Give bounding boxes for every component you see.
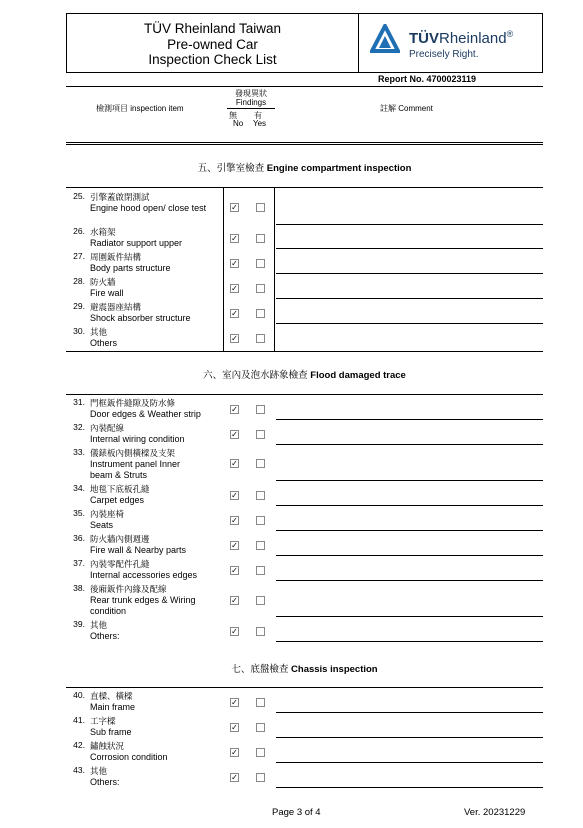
- section-rule: [66, 187, 543, 188]
- checkbox-no[interactable]: ✓: [231, 234, 238, 243]
- item-label-en: Rear trunk edges & Wiring condition: [90, 595, 196, 616]
- company-logo: [359, 14, 542, 72]
- item-label-zh: 其他: [90, 620, 108, 630]
- item-label-en: Fire wall & Nearby parts: [90, 545, 187, 555]
- comment-line: [276, 419, 543, 420]
- checkbox-no[interactable]: ✓: [231, 596, 238, 605]
- item-number: 33.: [73, 447, 85, 457]
- checkbox-no[interactable]: ✓: [231, 334, 238, 343]
- item-label-zh: 防火牆: [90, 277, 116, 287]
- item-label-en: Body parts structure: [90, 263, 171, 273]
- section-title-en: Engine compartment inspection: [266, 163, 412, 174]
- item-number: 35.: [73, 508, 85, 518]
- item-label-zh: 內裝配線: [90, 423, 125, 433]
- item-label-en: Others:: [90, 631, 120, 641]
- checkbox-no[interactable]: ✓: [231, 723, 238, 732]
- logo-brand: [409, 29, 513, 47]
- document-title: [67, 14, 359, 72]
- column-yes-zh: 有: [254, 111, 262, 120]
- checkbox-yes[interactable]: [256, 309, 265, 318]
- checkbox-no[interactable]: ✓: [231, 748, 238, 757]
- comment-line: [276, 505, 543, 506]
- checkbox-yes[interactable]: [256, 773, 265, 782]
- checkbox-no[interactable]: ✓: [231, 309, 238, 318]
- checkbox-no[interactable]: ✓: [231, 405, 238, 414]
- section-title-zh: 七、底盤檢查: [231, 664, 289, 675]
- checkbox-no[interactable]: ✓: [231, 516, 238, 525]
- checkbox-yes[interactable]: [256, 491, 265, 500]
- section-engine-title: [66, 160, 543, 174]
- checkbox-yes[interactable]: [256, 541, 265, 550]
- report-number: Report No. 4700023119: [378, 74, 477, 84]
- item-label-zh: 其他: [90, 766, 108, 776]
- checkbox-no[interactable]: ✓: [231, 284, 238, 293]
- column-no-zh: 無: [229, 111, 237, 120]
- section-title-zh: 六、室內及泡水跡象檢查: [203, 370, 308, 381]
- column-item: 檢測項目 inspection item: [96, 104, 184, 113]
- comment-line: [276, 712, 543, 713]
- checkbox-no[interactable]: ✓: [231, 698, 238, 707]
- item-label-en: Sub frame: [90, 727, 132, 737]
- item-label-en: Main frame: [90, 702, 136, 712]
- column-findings: [227, 89, 275, 109]
- item-number: 36.: [73, 533, 85, 543]
- tuv-triangle-icon: [370, 24, 400, 54]
- comment-line: [276, 530, 543, 531]
- checkbox-no[interactable]: ✓: [231, 566, 238, 575]
- title-line-3: Inspection Check List: [148, 52, 277, 67]
- item-label-en: Engine hood open/ close test: [90, 203, 207, 213]
- item-number: 25.: [73, 191, 85, 201]
- checkbox-yes[interactable]: [256, 234, 265, 243]
- section-title-zh: 五、引擎室檢查: [197, 163, 265, 174]
- checkbox-no[interactable]: ✓: [231, 491, 238, 500]
- item-label-zh: 門框鈑件縫隙及防水條: [90, 398, 176, 408]
- item-number: 41.: [73, 715, 85, 725]
- item-number: 40.: [73, 690, 85, 700]
- item-number: 37.: [73, 558, 85, 568]
- item-label-en: Corrosion condition: [90, 752, 168, 762]
- comment-line: [276, 224, 543, 225]
- title-line-2: Pre-owned Car: [167, 36, 258, 52]
- item-number: 38.: [73, 583, 85, 593]
- header-box: [66, 13, 543, 73]
- comment-line: [276, 323, 543, 324]
- checkbox-yes[interactable]: [256, 430, 265, 439]
- comment-line: [276, 273, 543, 274]
- item-number: 32.: [73, 422, 85, 432]
- header-bottom-rule: [66, 142, 543, 143]
- item-label-en: Others:: [90, 777, 120, 787]
- page-number: Page 3 of 4: [272, 807, 321, 818]
- checkbox-yes[interactable]: [256, 748, 265, 757]
- comment-line: [276, 480, 543, 481]
- item-label-en: Shock absorber structure: [90, 313, 191, 323]
- item-number: 28.: [73, 276, 85, 286]
- checkbox-no[interactable]: ✓: [231, 203, 238, 212]
- section-flood-title: [66, 367, 543, 381]
- findings-divider: [223, 188, 224, 351]
- item-label-en: Internal accessories edges: [90, 570, 198, 580]
- item-label-zh: 避震器座結構: [90, 302, 142, 312]
- column-no-en: No: [233, 119, 244, 128]
- comment-line: [276, 555, 543, 556]
- item-label-zh: 直樑、橫樑: [90, 691, 133, 701]
- item-label-zh: 其他: [90, 327, 108, 337]
- section-rule: [66, 687, 543, 688]
- comment-line: [276, 762, 543, 763]
- comment-line: [276, 248, 543, 249]
- brand-bold: TÜV: [409, 30, 439, 47]
- comment-line: [276, 737, 543, 738]
- checkbox-yes[interactable]: [256, 259, 265, 268]
- column-yes-en: Yes: [253, 119, 267, 128]
- checkbox-no[interactable]: ✓: [231, 541, 238, 550]
- item-label-zh: 鏽蝕狀況: [90, 741, 125, 751]
- column-comment: 註解 Comment: [380, 104, 433, 113]
- title-line-1: TÜV Rheinland Taiwan: [143, 21, 282, 36]
- checkbox-yes[interactable]: [256, 723, 265, 732]
- item-number: 42.: [73, 740, 85, 750]
- checkbox-yes[interactable]: [256, 459, 265, 468]
- item-label-en: Internal wiring condition: [90, 434, 185, 444]
- findings-zh: 發現異狀: [235, 89, 267, 98]
- checkbox-yes[interactable]: [256, 405, 265, 414]
- item-label-zh: 工字樑: [90, 716, 116, 726]
- comment-line: [276, 580, 543, 581]
- item-label-en: Door edges & Weather strip: [90, 409, 201, 419]
- item-label-zh: 水箱架: [90, 227, 116, 237]
- findings-divider: [274, 188, 275, 351]
- comment-line: [276, 787, 543, 788]
- checkbox-yes[interactable]: [256, 627, 265, 636]
- section-rule: [66, 394, 543, 395]
- comment-line: [276, 298, 543, 299]
- checkbox-yes[interactable]: [256, 566, 265, 575]
- checkbox-no[interactable]: ✓: [231, 259, 238, 268]
- checkbox-yes[interactable]: [256, 284, 265, 293]
- version-label: Ver. 20231229: [464, 807, 526, 818]
- item-label-en: Radiator support upper: [90, 238, 183, 248]
- comment-line: [276, 616, 543, 617]
- item-label-zh: 內裝零配件孔縫: [90, 559, 150, 569]
- header-bottom-rule-2: [66, 144, 543, 145]
- item-number: 27.: [73, 251, 85, 261]
- logo-slogan: Precisely Right.: [409, 49, 479, 60]
- item-number: 34.: [73, 483, 85, 493]
- section-title-en: Chassis inspection: [291, 664, 378, 675]
- item-label-en: Seats: [90, 520, 114, 530]
- item-number: 43.: [73, 765, 85, 775]
- item-label-en: Others: [90, 338, 118, 348]
- item-label-zh: 後廂鈑件內緣及配線: [90, 584, 167, 594]
- item-number: 26.: [73, 226, 85, 236]
- brand-reg: ®: [506, 29, 514, 39]
- item-number: 39.: [73, 619, 85, 629]
- checkbox-yes[interactable]: [256, 516, 265, 525]
- brand-light: Rheinland: [439, 30, 507, 47]
- item-label-zh: 內裝座椅: [90, 509, 125, 519]
- checkbox-yes[interactable]: [256, 596, 265, 605]
- checkbox-no[interactable]: ✓: [231, 430, 238, 439]
- item-label-en: Carpet edges: [90, 495, 145, 505]
- comment-line: [276, 641, 543, 642]
- item-label-zh: 引擎蓋啟閉測試: [90, 192, 150, 202]
- item-label-zh: 周圍鈑件結構: [90, 252, 142, 262]
- checkbox-yes[interactable]: [256, 334, 265, 343]
- comment-line: [276, 444, 543, 445]
- checkbox-no[interactable]: ✓: [231, 627, 238, 636]
- header-top-rule: [66, 86, 543, 87]
- checkbox-yes[interactable]: [256, 203, 265, 212]
- item-number: 29.: [73, 301, 85, 311]
- item-number: 30.: [73, 326, 85, 336]
- findings-en: Findings: [227, 98, 275, 109]
- checkbox-yes[interactable]: [256, 698, 265, 707]
- section-title-en: Flood damaged trace: [310, 370, 406, 381]
- item-label-zh: 防火牆內側週邊: [90, 534, 150, 544]
- section-chassis-title: [66, 661, 543, 675]
- item-label-en: Fire wall: [90, 288, 124, 298]
- item-label-zh: 地毯下底板孔縫: [90, 484, 150, 494]
- item-number: 31.: [73, 397, 85, 407]
- section-bottom-rule: [66, 351, 543, 352]
- item-label-en: Instrument panel Inner beam & Struts: [90, 459, 181, 480]
- item-label-zh: 儀錶板內側橫樑及支架: [90, 448, 176, 458]
- checkbox-no[interactable]: ✓: [231, 773, 238, 782]
- checkbox-no[interactable]: ✓: [231, 459, 238, 468]
